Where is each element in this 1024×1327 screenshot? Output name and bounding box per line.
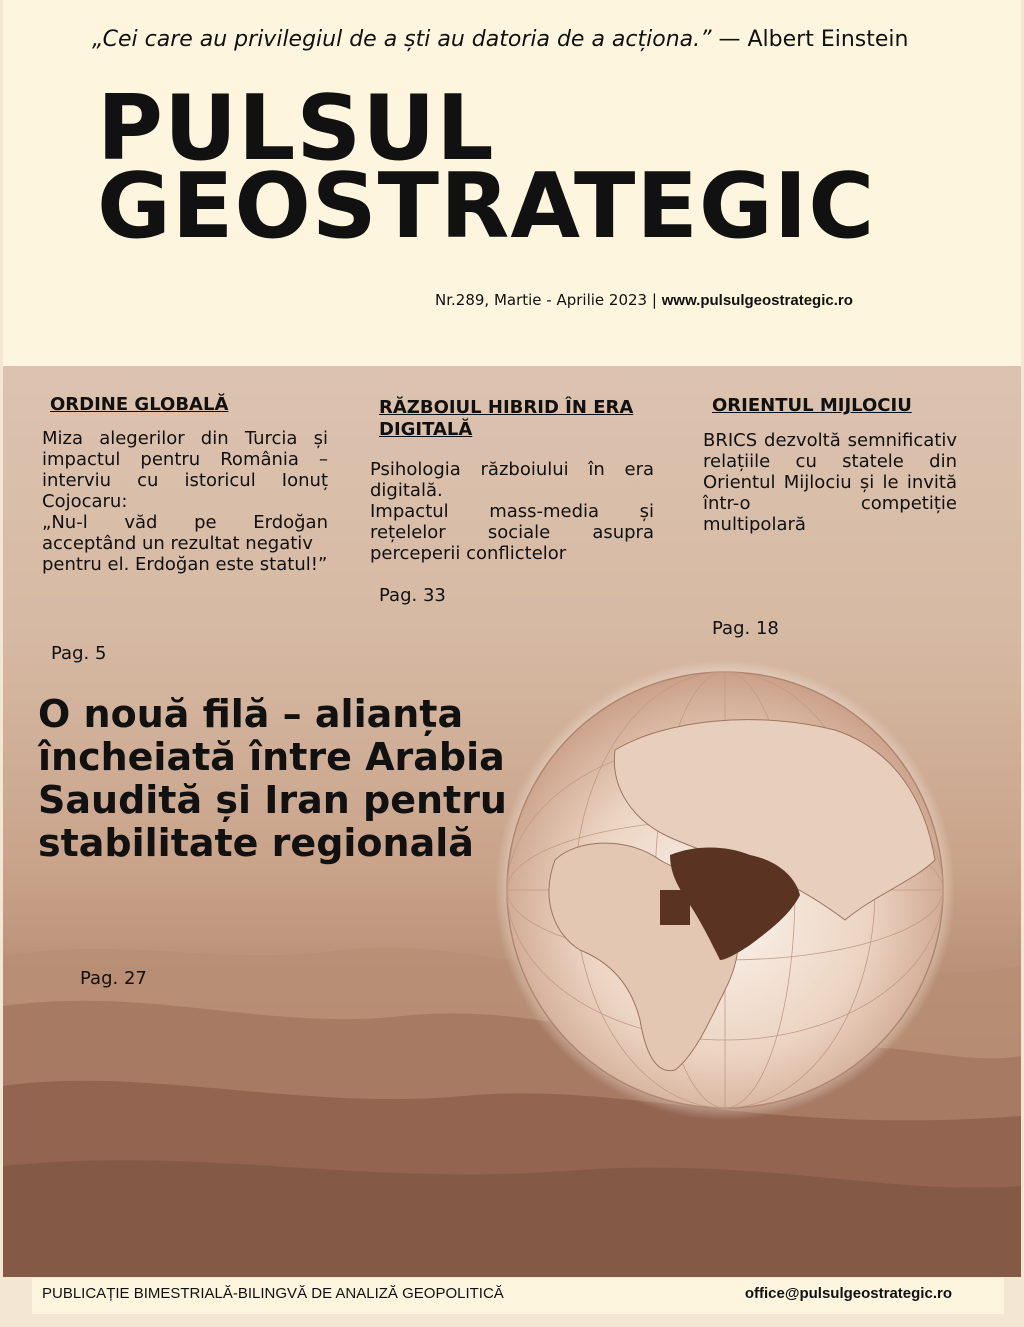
main-story-page-ref[interactable]: Pag. 27 bbox=[80, 968, 147, 989]
footer-email[interactable]: office@pulsulgeostrategic.ro bbox=[744, 1285, 952, 1302]
globe-illustration bbox=[495, 660, 955, 1120]
article-line: Psihologia războiului în era digitală. bbox=[370, 459, 654, 501]
title-line-2: GEOSTRATEGIC bbox=[97, 154, 876, 259]
article-heading: ORDINE GLOBALĂ bbox=[50, 394, 229, 415]
article-heading: RĂZBOIUL HIBRID ÎN ERA DIGITALĂ bbox=[379, 397, 634, 440]
article-page-ref[interactable]: Pag. 5 bbox=[51, 643, 107, 664]
article-line: Miza alegerilor din Turcia și impactul pentru România – interviu cu istoricul Ionuț Cojocaru: bbox=[42, 428, 328, 512]
article-razboiul-hibrid[interactable] bbox=[379, 397, 639, 441]
article-line: BRICS dezvoltă semnificativ relațiile cu statele din Orientul Mijlociu și le invită într-o competiție multipolară bbox=[703, 430, 957, 535]
quote-text: „Cei care au privilegiul de a ști au datoria de a acționa.” bbox=[92, 27, 712, 52]
quote-author: — Albert Einstein bbox=[718, 27, 909, 52]
footer-tagline: PUBLICAȚIE BIMESTRIALĂ-BILINGVĂ DE ANALIZĂ GEOPOLITICĂ bbox=[42, 1285, 504, 1302]
article-page-ref[interactable]: Pag. 18 bbox=[712, 618, 779, 639]
article-ordine-globala[interactable] bbox=[50, 394, 340, 416]
issue-number: Nr.289, Martie - Aprilie 2023 bbox=[435, 291, 648, 309]
masthead-quote bbox=[92, 27, 908, 52]
article-line: „Nu-l văd pe Erdoğan acceptând un rezultat negativ bbox=[42, 512, 328, 554]
article-page-ref[interactable]: Pag. 33 bbox=[379, 585, 446, 606]
article-text bbox=[370, 459, 654, 564]
website-link[interactable]: www.pulsulgeostrategic.ro bbox=[661, 292, 853, 309]
article-text bbox=[703, 430, 957, 535]
article-heading: ORIENTUL MIJLOCIU bbox=[712, 395, 912, 416]
issue-separator: | bbox=[651, 291, 657, 309]
article-line: pentru el. Erdoğan este statul!” bbox=[42, 554, 328, 575]
issue-info bbox=[435, 291, 853, 309]
magazine-title bbox=[97, 76, 876, 259]
title-line-1: PULSUL bbox=[97, 76, 495, 181]
article-orientul-mijlociu[interactable] bbox=[712, 395, 972, 417]
article-text bbox=[42, 428, 328, 575]
article-line: Impactul mass-media și rețelelor sociale asupra perceperii conflictelor bbox=[370, 501, 654, 564]
main-headline[interactable]: O nouă filă – alianța încheiată între Arabia Saudită și Iran pentru stabilitate regională bbox=[38, 692, 507, 865]
footer-bar bbox=[32, 1278, 1004, 1314]
